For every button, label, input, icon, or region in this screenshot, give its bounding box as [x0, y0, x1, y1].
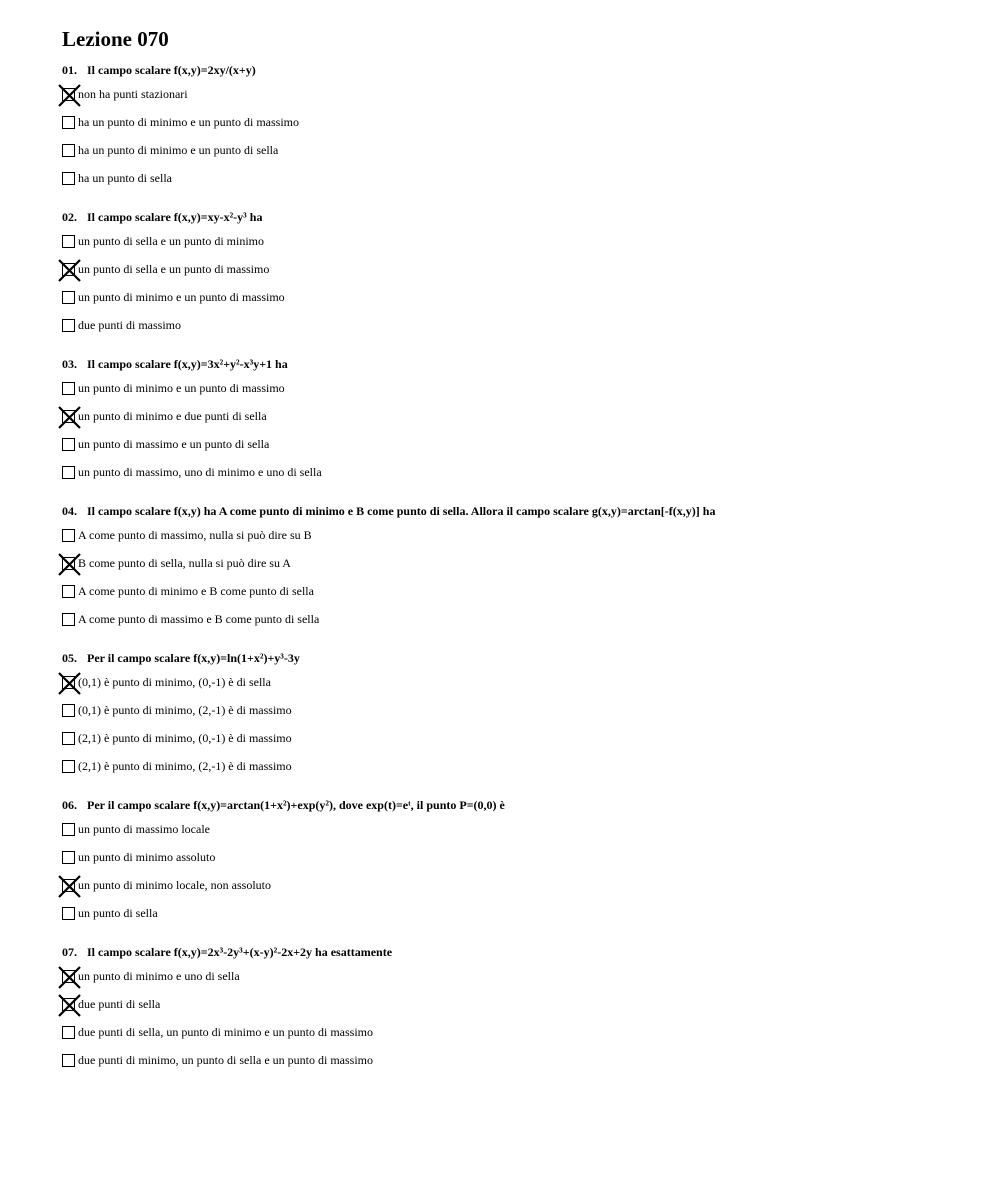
option-label: due punti di sella, un punto di minimo e un punto di massimo	[78, 1024, 373, 1039]
option-label: un punto di sella e un punto di massimo	[78, 261, 270, 276]
question-prompt: Il campo scalare f(x,y)=2xy/(x+y)	[87, 63, 256, 77]
checkbox[interactable]	[62, 319, 75, 332]
option-label: non ha punti stazionari	[78, 86, 188, 101]
option-label: un punto di minimo locale, non assoluto	[78, 877, 271, 892]
checkbox-checked[interactable]	[62, 88, 75, 101]
page-title: Lezione 070	[62, 27, 169, 51]
answer-option[interactable]	[62, 1018, 982, 1046]
answer-option[interactable]	[62, 402, 982, 430]
question-number: 06.	[62, 798, 77, 812]
checkbox-checked[interactable]	[62, 263, 75, 276]
question-prompt: Il campo scalare f(x,y)=xy-x²-y³ ha	[87, 210, 263, 224]
question-block	[62, 942, 982, 1074]
question-number: 02.	[62, 210, 77, 224]
option-label: ha un punto di sella	[78, 170, 172, 185]
question-text	[62, 354, 982, 374]
question-number: 01.	[62, 63, 77, 77]
checkbox[interactable]	[62, 704, 75, 717]
checkbox-checked[interactable]	[62, 879, 75, 892]
question-text	[62, 60, 982, 80]
cross-mark-icon	[58, 966, 81, 989]
question-text	[62, 207, 982, 227]
option-label: (2,1) è punto di minimo, (0,-1) è di massimo	[78, 730, 292, 745]
answer-option[interactable]	[62, 80, 982, 108]
question-number: 03.	[62, 357, 77, 371]
answer-option[interactable]	[62, 164, 982, 192]
question-number: 04.	[62, 504, 77, 518]
option-label: un punto di massimo e un punto di sella	[78, 436, 270, 451]
cross-mark-icon	[58, 875, 81, 898]
question-prompt: Il campo scalare f(x,y) ha A come punto di minimo e B come punto di sella. Allora il campo scalare g(x,y)=arctan[-f(x,y)] ha	[87, 504, 716, 518]
checkbox[interactable]	[62, 1026, 75, 1039]
option-label: un punto di sella	[78, 905, 158, 920]
option-label: un punto di minimo assoluto	[78, 849, 216, 864]
answer-option[interactable]	[62, 899, 982, 927]
option-label: A come punto di massimo e B come punto di sella	[78, 611, 320, 626]
question-prompt: Per il campo scalare f(x,y)=ln(1+x²)+y³-3y	[87, 651, 300, 665]
answer-option[interactable]	[62, 752, 982, 780]
option-label: A come punto di massimo, nulla si può dire su B	[78, 527, 312, 542]
checkbox-checked[interactable]	[62, 998, 75, 1011]
option-label: ha un punto di minimo e un punto di massimo	[78, 114, 299, 129]
option-label: un punto di massimo, uno di minimo e uno di sella	[78, 464, 322, 479]
answer-option[interactable]	[62, 374, 982, 402]
checkbox[interactable]	[62, 760, 75, 773]
question-text	[62, 795, 982, 815]
document-page	[62, 26, 982, 1074]
cross-mark-icon	[58, 672, 81, 695]
checkbox[interactable]	[62, 907, 75, 920]
answer-option[interactable]	[62, 108, 982, 136]
checkbox[interactable]	[62, 823, 75, 836]
checkbox[interactable]	[62, 1054, 75, 1067]
answer-option[interactable]	[62, 1046, 982, 1074]
checkbox-checked[interactable]	[62, 676, 75, 689]
answer-option[interactable]	[62, 521, 982, 549]
checkbox[interactable]	[62, 172, 75, 185]
option-label: un punto di minimo e uno di sella	[78, 968, 240, 983]
option-label: due punti di massimo	[78, 317, 181, 332]
question-prompt: Il campo scalare f(x,y)=2x³-2y³+(x-y)²-2x+2y ha esattamente	[87, 945, 393, 959]
question-prompt: Il campo scalare f(x,y)=3x²+y²-x³y+1 ha	[87, 357, 288, 371]
cross-mark-icon	[58, 553, 81, 576]
checkbox[interactable]	[62, 291, 75, 304]
answer-option[interactable]	[62, 549, 982, 577]
option-label: un punto di massimo locale	[78, 821, 210, 836]
answer-option[interactable]	[62, 871, 982, 899]
answer-option[interactable]	[62, 724, 982, 752]
option-label: (0,1) è punto di minimo, (2,-1) è di massimo	[78, 702, 292, 717]
option-label: un punto di minimo e un punto di massimo	[78, 380, 285, 395]
cross-mark-icon	[58, 994, 81, 1017]
question-block	[62, 354, 982, 486]
question-block	[62, 60, 982, 192]
question-text	[62, 648, 982, 668]
answer-option[interactable]	[62, 283, 982, 311]
answer-option[interactable]	[62, 255, 982, 283]
answer-option[interactable]	[62, 962, 982, 990]
answer-option[interactable]	[62, 458, 982, 486]
answer-option[interactable]	[62, 815, 982, 843]
question-text	[62, 942, 982, 962]
checkbox[interactable]	[62, 144, 75, 157]
checkbox[interactable]	[62, 585, 75, 598]
answer-option[interactable]	[62, 430, 982, 458]
checkbox[interactable]	[62, 382, 75, 395]
question-block	[62, 648, 982, 780]
question-number: 05.	[62, 651, 77, 665]
checkbox-checked[interactable]	[62, 557, 75, 570]
question-block	[62, 207, 982, 339]
question-block	[62, 795, 982, 927]
checkbox[interactable]	[62, 613, 75, 626]
cross-mark-icon	[58, 84, 81, 107]
cross-mark-icon	[58, 259, 81, 282]
checkbox[interactable]	[62, 466, 75, 479]
checkbox[interactable]	[62, 438, 75, 451]
option-label: A come punto di minimo e B come punto di sella	[78, 583, 314, 598]
option-label: un punto di minimo e un punto di massimo	[78, 289, 285, 304]
checkbox[interactable]	[62, 116, 75, 129]
answer-option[interactable]	[62, 136, 982, 164]
option-label: due punti di sella	[78, 996, 161, 1011]
answer-option[interactable]	[62, 311, 982, 339]
answer-option[interactable]	[62, 668, 982, 696]
answer-option[interactable]	[62, 227, 982, 255]
cross-mark-icon	[58, 406, 81, 429]
option-label: due punti di minimo, un punto di sella e un punto di massimo	[78, 1052, 373, 1067]
option-label: un punto di sella e un punto di minimo	[78, 233, 264, 248]
question-block	[62, 501, 982, 633]
question-number: 07.	[62, 945, 77, 959]
question-list	[62, 60, 982, 1074]
question-text	[62, 501, 982, 521]
checkbox[interactable]	[62, 732, 75, 745]
checkbox-checked[interactable]	[62, 410, 75, 423]
checkbox-checked[interactable]	[62, 970, 75, 983]
answer-option[interactable]	[62, 696, 982, 724]
question-prompt: Per il campo scalare f(x,y)=arctan(1+x²)+exp(y²), dove exp(t)=eᵗ, il punto P=(0,0) è	[87, 798, 505, 812]
answer-option[interactable]	[62, 843, 982, 871]
option-label: (2,1) è punto di minimo, (2,-1) è di massimo	[78, 758, 292, 773]
option-label: ha un punto di minimo e un punto di sella	[78, 142, 279, 157]
option-label: B come punto di sella, nulla si può dire su A	[78, 555, 291, 570]
option-label: (0,1) è punto di minimo, (0,-1) è di sella	[78, 674, 271, 689]
answer-option[interactable]	[62, 605, 982, 633]
option-label: un punto di minimo e due punti di sella	[78, 408, 267, 423]
checkbox[interactable]	[62, 529, 75, 542]
checkbox[interactable]	[62, 851, 75, 864]
checkbox[interactable]	[62, 235, 75, 248]
answer-option[interactable]	[62, 577, 982, 605]
answer-option[interactable]	[62, 990, 982, 1018]
